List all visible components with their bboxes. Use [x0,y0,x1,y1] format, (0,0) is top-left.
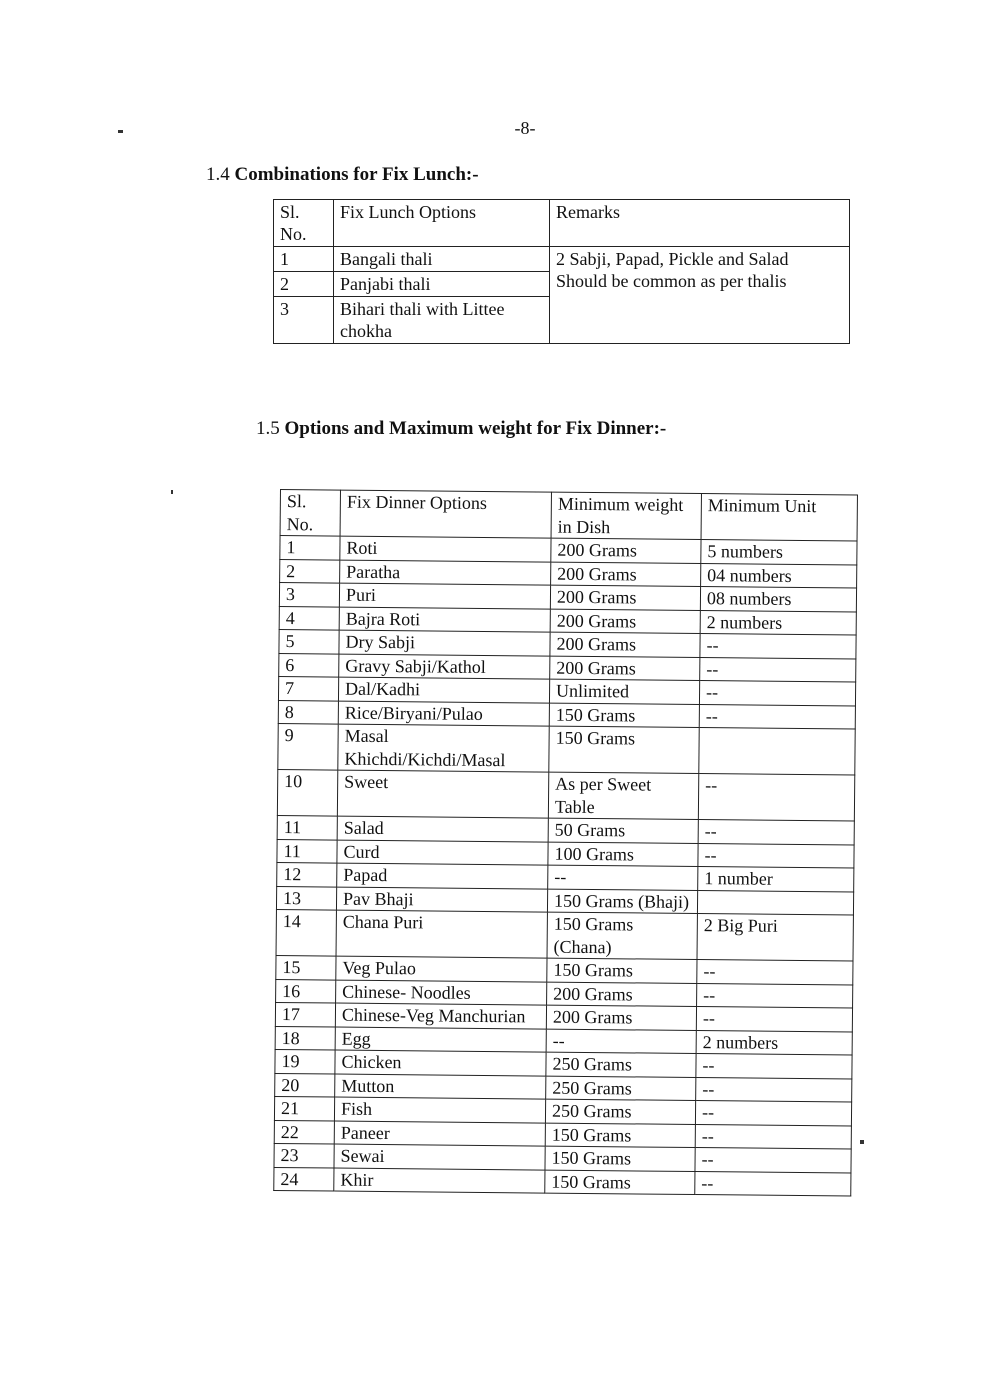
dinner-cell-weight: 200 Grams [551,538,701,563]
dinner-cell-option: Papad [337,863,548,889]
dinner-cell-unit: -- [698,820,854,845]
lunch-cell-sl: 3 [274,297,334,344]
dinner-cell-sl: 2 [280,559,340,583]
dinner-cell-sl: 15 [276,955,336,979]
dinner-cell-unit: -- [696,1054,852,1079]
dinner-cell-option: Sewai [334,1144,545,1170]
dinner-cell-weight: 150 Grams (Chana) [547,912,697,959]
dinner-section-heading [256,418,666,440]
dinner-cell-sl: 17 [275,1002,335,1026]
dinner-cell-sl: 14 [276,909,336,956]
dinner-section-number: 1.5 [256,418,280,439]
table-row [277,769,854,821]
dinner-cell-sl: 7 [278,676,338,700]
lunch-header-row [274,200,850,247]
dinner-cell-weight: 150 Grams [545,1146,695,1171]
dinner-cell-option: Paratha [340,560,551,586]
lunch-cell-option: Bihari thali with Littee chokha [334,297,550,344]
table-row [278,723,855,775]
dinner-header-unit: Minimum Unit [701,494,857,541]
table-row [276,909,853,961]
dinner-table [273,489,858,1197]
dinner-cell-weight: -- [546,1029,696,1054]
dinner-cell-sl: 11 [277,815,337,839]
dinner-cell-unit: -- [697,983,853,1008]
dinner-cell-option: Dry Sabji [339,630,550,656]
dinner-cell-unit: 2 Big Puri [697,914,853,961]
dinner-cell-weight: 200 Grams [551,562,701,587]
dinner-cell-unit: 5 numbers [701,540,857,565]
dinner-cell-weight: Unlimited [549,679,699,704]
dinner-cell-option: Rice/Biryani/Pulao [338,701,549,727]
dinner-cell-unit: -- [695,1148,851,1173]
dinner-cell-sl: 19 [275,1049,335,1073]
dinner-cell-option: Veg Pulao [336,956,547,982]
page-number: -8- [514,118,536,138]
dinner-cell-sl: 5 [279,629,339,653]
dinner-cell-unit: -- [696,1007,852,1032]
dinner-cell-weight: 200 Grams [550,632,700,657]
dinner-cell-weight: 150 Grams (Bhaji) [547,889,697,914]
dinner-cell-unit: -- [697,960,853,985]
dinner-cell-option: Chinese- Noodles [336,980,547,1006]
dinner-cell-option: Dal/Kadhi [338,677,549,703]
dinner-cell-weight: 150 Grams [549,726,699,773]
dinner-cell-sl: 3 [279,583,339,607]
dinner-cell-unit: 2 numbers [696,1030,852,1055]
dinner-cell-weight: 200 Grams [546,1005,696,1030]
table-row [274,247,850,272]
lunch-header-option: Fix Lunch Options [334,200,550,247]
dinner-cell-sl: 13 [276,886,336,910]
dinner-cell-unit: -- [698,774,854,821]
scan-speck [860,1140,864,1144]
lunch-cell-option: Panjabi thali [334,272,550,297]
dinner-cell-sl: 6 [279,653,339,677]
dinner-cell-sl: 22 [274,1120,334,1144]
dinner-cell-sl: 10 [277,769,337,816]
scan-speck [171,490,173,494]
lunch-table [273,199,850,344]
dinner-cell-option: Bajra Roti [339,607,550,633]
dinner-cell-unit: -- [696,1077,852,1102]
dinner-cell-weight: 100 Grams [548,842,698,867]
dinner-cell-unit: 2 numbers [700,610,856,635]
dinner-cell-option: Fish [334,1097,545,1123]
dinner-cell-option: Masal Khichdi/Kichdi/Masal [338,724,549,772]
dinner-cell-weight: 150 Grams [545,1123,695,1148]
lunch-header-remarks: Remarks [550,200,850,247]
dinner-cell-sl: 9 [278,723,338,770]
dinner-cell-sl: 16 [276,979,336,1003]
dinner-cell-unit: -- [700,657,856,682]
lunch-section-number: 1.4 [206,164,230,185]
dinner-header-row [280,490,857,542]
dinner-cell-weight: 50 Grams [548,818,698,843]
dinner-cell-unit: -- [698,843,854,868]
dinner-cell-weight: 200 Grams [547,982,697,1007]
dinner-cell-option: Paneer [334,1121,545,1147]
dinner-cell-option: Salad [337,816,548,842]
dinner-cell-option: Sweet [337,770,548,818]
dinner-cell-unit: -- [699,704,855,729]
dinner-cell-unit: 04 numbers [701,563,857,588]
dinner-cell-sl: 24 [274,1167,334,1191]
lunch-remarks-cell: 2 Sabji, Papad, Pickle and Salad Should be common as per thalis [550,247,850,344]
dinner-cell-weight: 200 Grams [550,609,700,634]
dinner-cell-option: Chicken [335,1050,546,1076]
dinner-cell-option: Curd [337,840,548,866]
dinner-cell-weight: 250 Grams [545,1099,695,1124]
dinner-cell-unit: 1 number [698,867,854,892]
dinner-cell-unit: -- [700,634,856,659]
lunch-cell-sl: 2 [274,272,334,297]
dinner-cell-sl: 23 [274,1143,334,1167]
dinner-cell-option: Chana Puri [336,910,547,958]
dinner-cell-weight: 200 Grams [550,656,700,681]
dinner-cell-sl: 11 [277,839,337,863]
dinner-cell-unit: -- [695,1101,851,1126]
dinner-cell-unit: -- [695,1171,851,1196]
dinner-cell-sl: 12 [277,862,337,886]
table-row [274,1167,851,1196]
dinner-header-sl: Sl. No. [280,490,340,537]
dinner-cell-option: Roti [340,536,551,562]
dinner-cell-weight: 150 Grams [545,1170,695,1195]
dinner-cell-weight: 150 Grams [547,958,697,983]
dinner-cell-option: Puri [339,583,550,609]
lunch-section-title: Combinations for Fix Lunch:- [234,164,479,185]
dinner-cell-weight: 250 Grams [546,1052,696,1077]
dinner-cell-sl: 18 [275,1026,335,1050]
dinner-cell-unit: 08 numbers [700,587,856,612]
dinner-header-option: Fix Dinner Options [340,490,551,538]
dinner-cell-option: Mutton [335,1074,546,1100]
dinner-cell-option: Khir [334,1168,545,1194]
dinner-cell-sl: 1 [280,536,340,560]
dinner-cell-option: Pav Bhaji [336,887,547,913]
lunch-header-sl: Sl. No. [274,200,334,247]
dinner-cell-weight: -- [548,865,698,890]
dinner-cell-unit: -- [699,681,855,706]
dinner-cell-sl: 20 [275,1073,335,1097]
lunch-cell-sl: 1 [274,247,334,272]
dinner-cell-option: Chinese-Veg Manchurian [335,1003,546,1029]
dinner-cell-weight: 250 Grams [546,1076,696,1101]
dinner-cell-weight: 150 Grams [549,703,699,728]
dinner-cell-weight: 200 Grams [550,585,700,610]
dinner-header-weight: Minimum weight in Dish [551,492,701,539]
dinner-cell-option: Egg [335,1027,546,1053]
lunch-section-heading [206,164,479,186]
dinner-cell-weight: As per Sweet Table [548,772,698,819]
dinner-cell-sl: 21 [274,1096,334,1120]
dinner-cell-unit: -- [695,1124,851,1149]
dinner-cell-unit [697,890,853,915]
dinner-cell-option: Gravy Sabji/Kathol [339,654,550,680]
dinner-section-title: Options and Maximum weight for Fix Dinner:- [284,418,667,439]
lunch-cell-option: Bangali thali [334,247,550,272]
dinner-cell-unit [699,728,855,775]
dinner-cell-sl: 4 [279,606,339,630]
dinner-cell-sl: 8 [278,700,338,724]
